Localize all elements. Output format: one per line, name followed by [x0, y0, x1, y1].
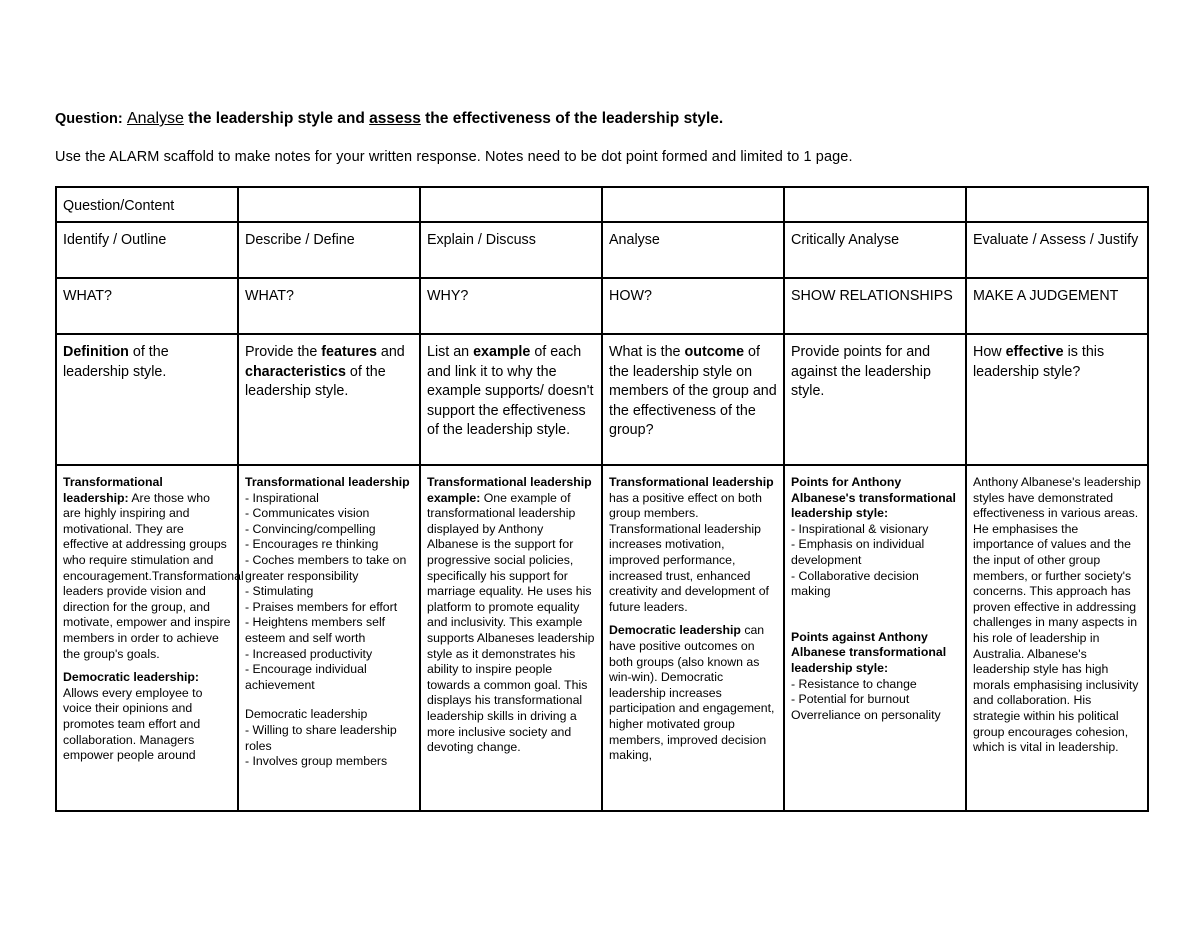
notes-heading: Transformational leadership	[609, 475, 774, 489]
list-item: - Encourages re thinking	[245, 537, 379, 552]
question-verb-assess: assess	[369, 110, 421, 127]
list-item: - Emphasis on individual development	[791, 537, 925, 567]
prompt-cell-definition	[56, 334, 238, 465]
notes-subheading: Democratic leadership	[245, 707, 368, 722]
verb-cell: Analyse	[602, 222, 784, 278]
verb-cell: Identify / Outline	[56, 222, 238, 278]
empty-cell	[602, 187, 784, 222]
ask-cell: WHY?	[420, 278, 602, 334]
question-content-row	[56, 187, 1148, 222]
list-item: - Convincing/compelling	[245, 521, 376, 536]
notes-paragraph	[609, 623, 777, 763]
ask-cell: MAKE A JUDGEMENT	[966, 278, 1148, 334]
prompt-bold: outcome	[684, 344, 745, 360]
prompt-bold: features	[321, 344, 377, 360]
notes-heading: Transformational leadership:	[63, 475, 163, 505]
empty-cell	[238, 187, 420, 222]
notes-row	[56, 465, 1148, 811]
question-middle: the leadership style and	[183, 110, 370, 127]
notes-text: Allows every employee to voice their opinions and promotes team effort and collaboration. Managers empower people around	[63, 685, 203, 763]
verb-cell: Describe / Define	[238, 222, 420, 278]
notes-heading: Transformational leadership	[245, 475, 410, 489]
notes-text: has a positive effect on both group members. Transformational leadership increases motivation, improved performance, increased trust, enhanced creativity and development of future leaders.	[609, 490, 769, 614]
question-verb-analyse: Analyse	[126, 110, 184, 127]
verb-cell: Critically Analyse	[784, 222, 966, 278]
question-end: the effectiveness of the leadership style.	[420, 110, 724, 127]
notes-heading: Democratic leadership:	[63, 670, 199, 685]
prompt-text: of the leadership style.	[63, 344, 169, 380]
list-item: - Inspirational & visionary	[791, 521, 929, 536]
prompt-text: of the leadership style.	[245, 363, 386, 399]
list-item: - Resistance to change	[791, 676, 917, 691]
notes-heading: Points for Anthony Albanese's transformational leadership style:	[791, 475, 956, 521]
notes-heading: Democratic leadership	[609, 623, 741, 638]
question-heading	[55, 110, 723, 128]
list-item: - Encourage individual achievement	[245, 662, 367, 692]
notes-paragraph	[791, 630, 959, 677]
prompt-cell-outcome	[602, 334, 784, 465]
list-item: - Heightens members self esteem and self worth	[245, 615, 386, 645]
notes-text: can have positive outcomes on both groups (also known as win-win). Democratic leadership increases participation and engagement, higher motivated group members, improved decision making,	[609, 623, 775, 763]
prompt-text: of the leadership style on members of the group and the effectiveness of the group?	[609, 344, 777, 438]
prompt-cell-points: Provide points for and against the leadership style.	[784, 334, 966, 465]
empty-cell	[966, 187, 1148, 222]
list-item: - Collaborative decision making	[791, 568, 919, 599]
question-content-cell: Question/Content	[56, 187, 238, 222]
prompt-bold: example	[473, 344, 531, 360]
ask-row	[56, 278, 1148, 334]
ask-cell: SHOW RELATIONSHIPS	[784, 278, 966, 334]
prompt-row	[56, 334, 1148, 465]
notes-cell-example	[420, 465, 602, 811]
verb-cell: Explain / Discuss	[420, 222, 602, 278]
notes-cell-effective: Anthony Albanese's leadership styles have demonstrated effectiveness in various areas. He emphasises the importance of values and the the input of other group members, or further society's concerns. This approach has proven effective in addressing challenges in many aspects in his role of leadership in Australia. Albanese's leadership style has high morals emphasising inclusivity and collaboration. His strategie within his political group encourages cohesion, which is vital in leadership.	[966, 465, 1148, 811]
list-item: - Willing to share leadership roles	[245, 722, 397, 753]
prompt-bold: effective	[1005, 344, 1064, 360]
verb-cell: Evaluate / Assess / Justify	[966, 222, 1148, 278]
list-item: Overreliance on personality	[791, 707, 941, 722]
notes-heading: Transformational leadership example:	[427, 475, 592, 505]
ask-cell: WHAT?	[238, 278, 420, 334]
prompt-text: of each and link it to why the example supports/ doesn't support the effectiveness of the leadership style.	[427, 344, 594, 438]
prompt-bold: characteristics	[245, 363, 346, 380]
prompt-bold: Definition	[63, 344, 129, 360]
notes-heading: Points against Anthony Albanese transformational leadership style:	[791, 629, 947, 675]
list-item: - Inspirational	[245, 490, 319, 505]
question-label: Question:	[55, 111, 123, 127]
notes-cell-points	[784, 465, 966, 811]
instructions-text: Use the ALARM scaffold to make notes for your written response. Notes need to be dot point formed and limited to 1 page.	[55, 149, 853, 165]
list-item: - Communicates vision	[245, 506, 370, 521]
list-item: - Stimulating	[245, 584, 314, 599]
notes-cell-definition	[56, 465, 244, 811]
notes-cell-outcome	[602, 465, 784, 811]
empty-cell	[784, 187, 966, 222]
notes-text: Are those who are highly inspiring and motivational. They are effective at addressing groups who require stimulation and encouragement.Transformational leaders provide vision and direction for the group, and motivate, empower and inspire members in order to achieve the group's goals.	[63, 490, 244, 661]
empty-cell	[420, 187, 602, 222]
prompt-text: and	[376, 344, 405, 360]
list-item: - Involves group members	[245, 754, 388, 769]
alarm-scaffold-table	[55, 186, 1149, 812]
prompt-cell-features	[238, 334, 420, 465]
prompt-cell-effective	[966, 334, 1148, 465]
prompt-text: What is the	[609, 344, 685, 360]
prompt-text: is this leadership style?	[973, 344, 1105, 380]
notes-text: One example of transformational leadership displayed by Anthony Albanese is the support for progressive social policies, specifically his support for marriage equality. He uses his platform to promote equality and inclusivity. This example supports Albaneses leadership style as it demonstrates his ability to inspire people towards a common goal. This displays his transformational leadership skills in driving a more inclusive society and devoting change.	[427, 490, 595, 755]
prompt-text: Provide the	[245, 344, 322, 360]
notes-paragraph	[63, 670, 231, 764]
prompt-cell-example	[420, 334, 602, 465]
list-item: - Potential for burnout	[791, 692, 910, 707]
ask-cell: HOW?	[602, 278, 784, 334]
list-item: - Increased productivity	[245, 646, 373, 661]
prompt-text: How	[973, 344, 1006, 360]
ask-cell: WHAT?	[56, 278, 238, 334]
verbs-row	[56, 222, 1148, 278]
list-item: - Coches members to take on greater responsibility	[245, 552, 407, 583]
notes-cell-features	[238, 465, 420, 811]
list-item: - Praises members for effort	[245, 599, 398, 614]
prompt-text: List an	[427, 344, 474, 360]
